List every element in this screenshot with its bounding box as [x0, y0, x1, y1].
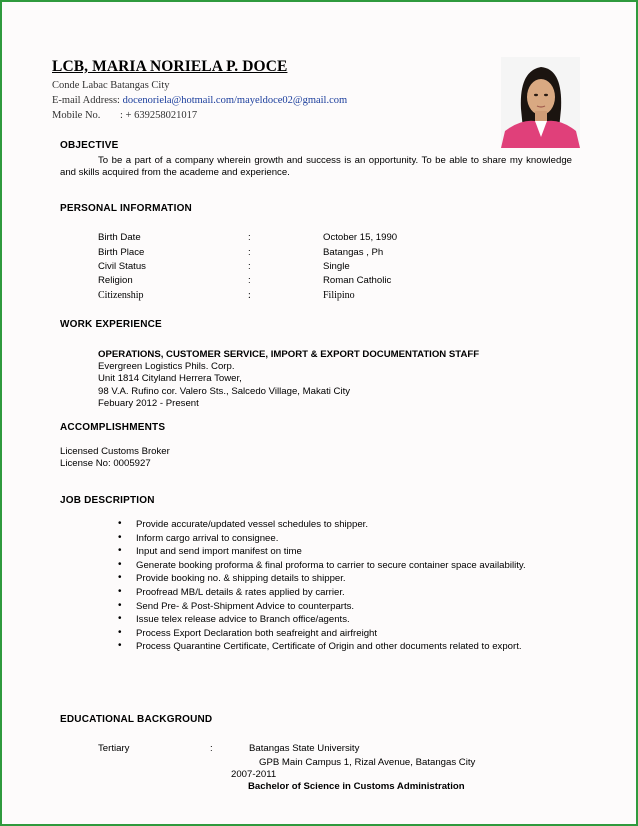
bullet: • [118, 613, 122, 625]
duty-text: Input and send import manifest on time [136, 546, 302, 558]
list-item [118, 519, 526, 533]
address-line: Conde Labac Batangas City [52, 80, 170, 91]
work-experience-heading: WORK EXPERIENCE [60, 319, 162, 330]
bullet: • [118, 518, 122, 529]
bullet: • [118, 640, 122, 652]
list-item [118, 601, 526, 615]
bullet: • [118, 531, 122, 543]
list-item [118, 533, 526, 547]
company-address-2: 98 V.A. Rufino cor. Valero Sts., Salcedo Village, Makati City [98, 386, 351, 397]
info-colon: : [248, 247, 251, 258]
info-colon: : [248, 275, 251, 286]
info-label: Civil Status [98, 261, 146, 272]
list-item [118, 573, 526, 587]
mobile-value: : + 639258021017 [120, 110, 198, 121]
education-level: Tertiary [98, 743, 130, 754]
accomplishment-item: Licensed Customs Broker [60, 446, 170, 457]
info-row-birth-place [98, 247, 518, 261]
info-value: October 15, 1990 [323, 232, 398, 243]
info-value: Filipino [323, 290, 355, 301]
bullet: • [118, 558, 122, 570]
duty-text: Provide accurate/updated vessel schedules to shipper. [136, 519, 368, 530]
list-item [118, 628, 526, 642]
info-row-citizenship [98, 290, 518, 304]
bullet: • [118, 599, 122, 611]
job-duties-list [118, 519, 526, 655]
duty-text: Issue telex release advice to Branch office/agents. [136, 614, 350, 626]
job-description-heading: JOB DESCRIPTION [60, 495, 155, 506]
info-label: Birth Date [98, 232, 141, 243]
email-label: E-mail Address: [52, 95, 123, 106]
list-item [118, 546, 526, 560]
mobile-label: Mobile No. [52, 110, 101, 121]
degree-name: Bachelor of Science in Customs Administration [248, 781, 465, 792]
school-campus: GPB Main Campus 1, Rizal Avenue, Batangas City [259, 757, 476, 768]
email-link[interactable]: docenoriela@hotmail.com/mayeldoce02@gmail.com [122, 95, 348, 106]
school-years: 2007-2011 [231, 769, 277, 780]
info-value: Batangas , Ph [323, 247, 384, 258]
list-item [118, 560, 526, 574]
bullet: • [118, 572, 122, 584]
list-item [118, 614, 526, 628]
info-row-civil-status [98, 261, 518, 275]
duty-text: Process Quarantine Certificate, Certificate of Origin and other documents related to export. [136, 641, 522, 653]
objective-text: To be a part of a company wherein growth and success is an opportunity. To be able to share my knowledge and skills acquired from the academe and experience. [60, 155, 572, 178]
accomplishments-heading: ACCOMPLISHMENTS [60, 422, 166, 433]
accomplishment-item: License No: 0005927 [60, 458, 151, 469]
duty-text: Process Export Declaration both seafreight and airfreight [136, 627, 378, 639]
job-title: OPERATIONS, CUSTOMER SERVICE, IMPORT & EXPORT DOCUMENTATION STAFF [98, 349, 480, 360]
education-colon: : [210, 743, 213, 754]
list-item [118, 587, 526, 601]
employment-period: Febuary 2012 - Present [98, 398, 199, 409]
info-row-religion [98, 275, 518, 289]
email-line [52, 95, 347, 106]
info-row-birth-date [98, 232, 518, 246]
info-label: Birth Place [98, 247, 145, 258]
list-item [118, 641, 526, 655]
education-heading: EDUCATIONAL BACKGROUND [60, 714, 213, 725]
bullet: • [118, 626, 122, 638]
duty-text: Send Pre- & Post-Shipment Advice to counterparts. [136, 600, 355, 612]
duty-text: Proofread MB/L details & rates applied by carrier. [136, 586, 345, 598]
mobile-line [52, 110, 197, 121]
info-label: Religion [98, 275, 133, 286]
personal-info-heading: PERSONAL INFORMATION [60, 203, 192, 214]
bullet: • [118, 585, 122, 597]
applicant-name: LCB, MARIA NORIELA P. DOCE [52, 58, 288, 75]
school-name: Batangas State University [249, 743, 360, 754]
info-label: Citizenship [98, 290, 144, 301]
bullet: • [118, 545, 122, 557]
duty-text: Generate booking proforma & final proforma to carrier to secure container space availability. [136, 559, 526, 571]
duty-text: Provide booking no. & shipping details to shipper. [136, 573, 346, 585]
info-value: Roman Catholic [323, 275, 392, 286]
company-address-1: Unit 1814 Cityland Herrera Tower, [98, 373, 242, 384]
objective-heading: OBJECTIVE [60, 140, 119, 151]
applicant-photo [501, 57, 580, 148]
info-colon: : [248, 290, 251, 301]
info-colon: : [248, 232, 251, 243]
duty-text: Inform cargo arrival to consignee. [136, 532, 279, 544]
company-name: Evergreen Logistics Phils. Corp. [98, 361, 235, 372]
info-value: Single [323, 261, 350, 272]
info-colon: : [248, 261, 251, 272]
